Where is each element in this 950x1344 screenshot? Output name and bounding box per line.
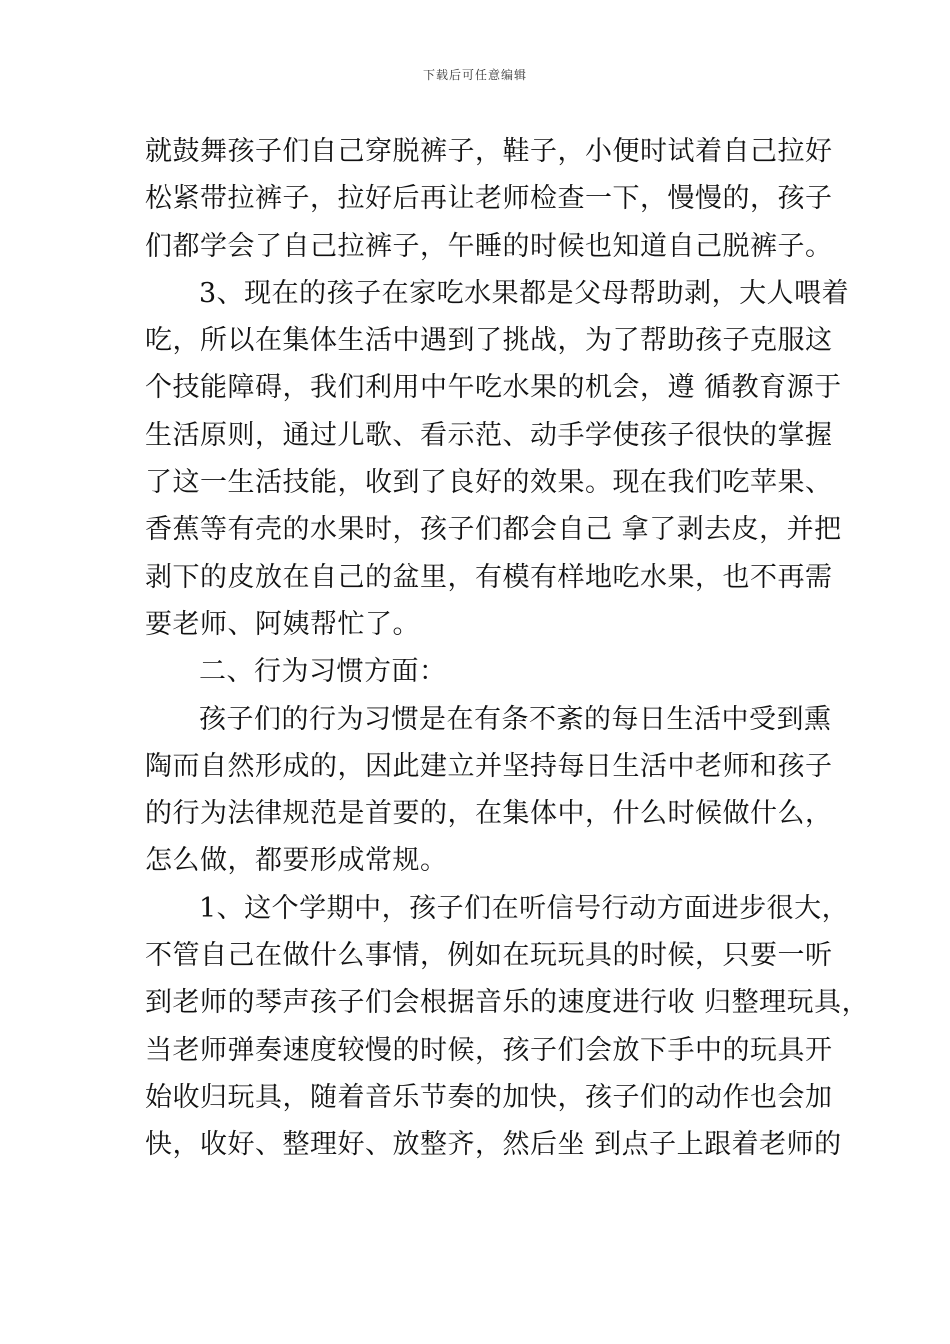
text-line: 3、现在的孩子在家吃水果都是父母帮助剥，大人喂着	[199, 277, 850, 309]
text-line: 香蕉等有壳的水果时，孩子们都会自己 拿了剥去皮，并把	[145, 514, 842, 546]
text-line: 始收归玩具，随着音乐节奏的加快，孩子们的动作也会加	[145, 1081, 833, 1113]
text-line: 怎么做，都要形成常规。	[145, 845, 448, 877]
text-line: 生活原则，通过儿歌、看示范、动手学使孩子很快的掌握	[145, 419, 833, 451]
text-line: 快，收好、整理好、放整齐，然后坐 到点子上跟着老师的	[145, 1129, 842, 1161]
text-line: 孩子们的行为习惯是在有条不紊的每日生活中受到熏	[199, 703, 832, 735]
text-line: 当老师弹奏速度较慢的时候，孩子们会放下手中的玩具开	[145, 1034, 833, 1066]
text-line: 们都学会了自己拉裤子，午睡的时候也知道自己脱裤子。	[145, 230, 833, 262]
text-line: 不管自己在做什么事情，例如在玩玩具的时候，只要一听	[145, 940, 833, 972]
text-line: 松紧带拉裤子，拉好后再让老师检查一下，慢慢的，孩子	[145, 183, 833, 215]
text-line: 个技能障碍，我们利用中午吃水果的机会，遵 循教育源于	[145, 372, 842, 404]
text-line: 就鼓舞孩子们自己穿脱裤子，鞋子，小便时试着自己拉好	[145, 136, 833, 167]
document-body	[145, 128, 870, 1169]
text-line: 了这一生活技能，收到了良好的效果。现在我们吃苹果、	[145, 467, 833, 499]
header-note: 下载后可任意编辑	[422, 68, 527, 82]
text-line: 的行为法律规范是首要的，在集体中，什么时候做什么，	[145, 798, 833, 830]
text-line: 1、这个学期中，孩子们在听信号行动方面进步很大，	[199, 892, 850, 924]
section-heading: 二、行为习惯方面：	[199, 656, 447, 688]
text-line: 吃，所以在集体生活中遇到了挑战，为了帮助孩子克服这	[145, 325, 833, 357]
text-line: 剥下的皮放在自己的盆里，有模有样地吃水果，也不再需	[145, 561, 833, 593]
text-line: 陶而自然形成的，因此建立并坚持每日生活中老师和孩子	[145, 750, 833, 782]
text-line: 要老师、阿姨帮忙了。	[145, 608, 420, 640]
text-line: 到老师的琴声孩子们会根据音乐的速度进行收 归整理玩具，	[145, 987, 870, 1019]
